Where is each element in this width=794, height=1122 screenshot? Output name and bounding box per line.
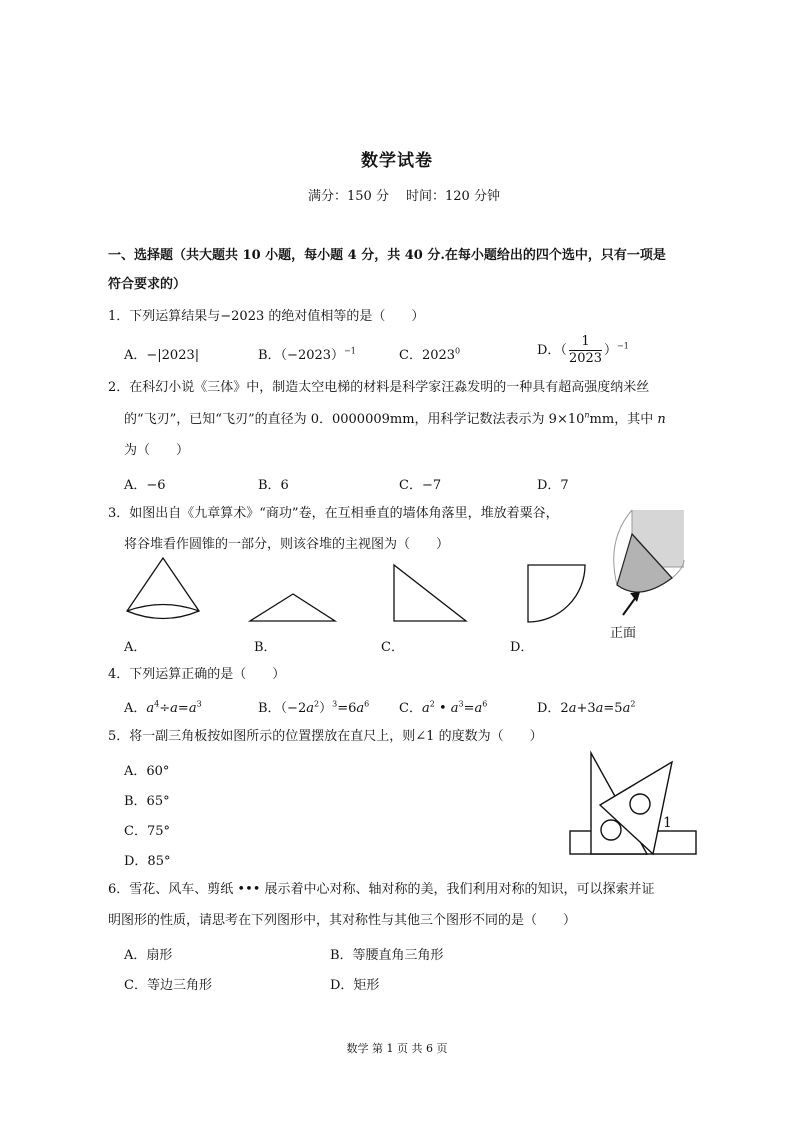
q1-option-a: A．−|2023| bbox=[124, 348, 200, 363]
q4-option-d: D．$2a+3a=5a^2$ bbox=[537, 699, 636, 716]
q2-stem-line1: 2．在科幻小说《三体》中，制造太空电梯的材料是科学家汪淼发明的一种具有超高强度纳米丝 bbox=[108, 380, 650, 395]
q4-option-a: A．$a^4\div a=a^3$ bbox=[124, 699, 202, 716]
q2-option-d: D．7 bbox=[537, 478, 569, 493]
q2-stem-line3: 为（ ） bbox=[124, 443, 190, 458]
q5-option-b: B．65° bbox=[124, 794, 170, 809]
q5-angle-label: 1 bbox=[663, 815, 672, 831]
q3-figure-c bbox=[394, 565, 466, 621]
q4-option-b: B．$(-2a^2)^3=6a^6$ bbox=[258, 699, 370, 716]
q3-option-b: B． bbox=[254, 640, 277, 655]
q1-option-c: C．2023$^0$ bbox=[399, 346, 461, 363]
q6-stem-line2: 明图形的性质，请思考在下列图形中，其对称性与其他三个图形不同的是（ ） bbox=[108, 913, 577, 928]
q2-option-a: A．−6 bbox=[124, 478, 166, 493]
q5-option-d: D．85° bbox=[124, 854, 171, 869]
q4-stem: 4．下列运算正确的是（ ） bbox=[108, 667, 286, 682]
page-footer: 数学 第 1 页 共 6 页 bbox=[346, 1042, 448, 1055]
score-info: 满分：150 分 bbox=[308, 189, 389, 204]
q3-option-d: D． bbox=[510, 640, 534, 655]
q5-triangle-figure bbox=[570, 753, 696, 854]
q3-figure-a bbox=[127, 558, 199, 619]
q6-option-d: D．矩形 bbox=[330, 978, 380, 993]
q6-option-b: B．等腰直角三角形 bbox=[330, 948, 444, 963]
q1-option-b: B．$(-2023)^{-1}$ bbox=[258, 346, 356, 363]
q4-option-c: C．$a^2$ • $a^3=a^6$ bbox=[399, 699, 488, 716]
q3-stem-line1: 3．如图出自《九章算术》“商功”卷，在互相垂直的墙体角落里，堆放着粟谷， bbox=[108, 506, 559, 521]
time-info: 时间：120 分钟 bbox=[406, 189, 500, 204]
q5-stem: 5．将一副三角板按如图所示的位置摆放在直尺上，则∠1 的度数为（ ） bbox=[108, 729, 543, 744]
q3-option-c: C． bbox=[381, 640, 404, 655]
section-heading: 一、选择题（共大题共 10 小题，每小题 4 分，共 40 分.在每小题给出的四个选中，只有一项是 bbox=[108, 248, 666, 263]
q3-figure-label: 正面 bbox=[610, 626, 637, 641]
q2-stem-line2: 的“飞刃”，已知“飞刃”的直径为 0．0000009mm，用科学记数法表示为 $9\times 10^nmm$，其中 n bbox=[124, 410, 666, 427]
q5-option-c: C．75° bbox=[124, 824, 170, 839]
section-heading-cont: 符合要求的） bbox=[108, 277, 187, 292]
q2-option-b: B．6 bbox=[258, 478, 289, 493]
q1-option-d: D．（ $\frac{1}{2023}$ ）$^{-1}$ bbox=[537, 334, 629, 366]
q3-stem-line2: 将谷堆看作圆锥的一部分，则该谷堆的主视图为（ ） bbox=[124, 537, 450, 552]
q6-option-c: C．等边三角形 bbox=[124, 978, 212, 993]
page-title: 数学试卷 bbox=[361, 151, 433, 171]
q6-option-a: A．扇形 bbox=[124, 948, 173, 963]
q1-stem: 1．下列运算结果与−2023 的绝对值相等的是（ ） bbox=[108, 309, 425, 324]
q3-corner-figure bbox=[606, 510, 684, 615]
q6-stem-line1: 6．雪花、风车、剪纸 ••• 展示着中心对称、轴对称的美，我们利用对称的知识，可以探索并证 bbox=[108, 882, 655, 897]
q5-option-a: A．60° bbox=[124, 764, 170, 779]
q3-figure-d bbox=[528, 565, 585, 622]
q3-option-a: A． bbox=[124, 640, 147, 655]
q2-option-c: C．−7 bbox=[399, 478, 442, 493]
q3-figure-b bbox=[250, 594, 335, 621]
